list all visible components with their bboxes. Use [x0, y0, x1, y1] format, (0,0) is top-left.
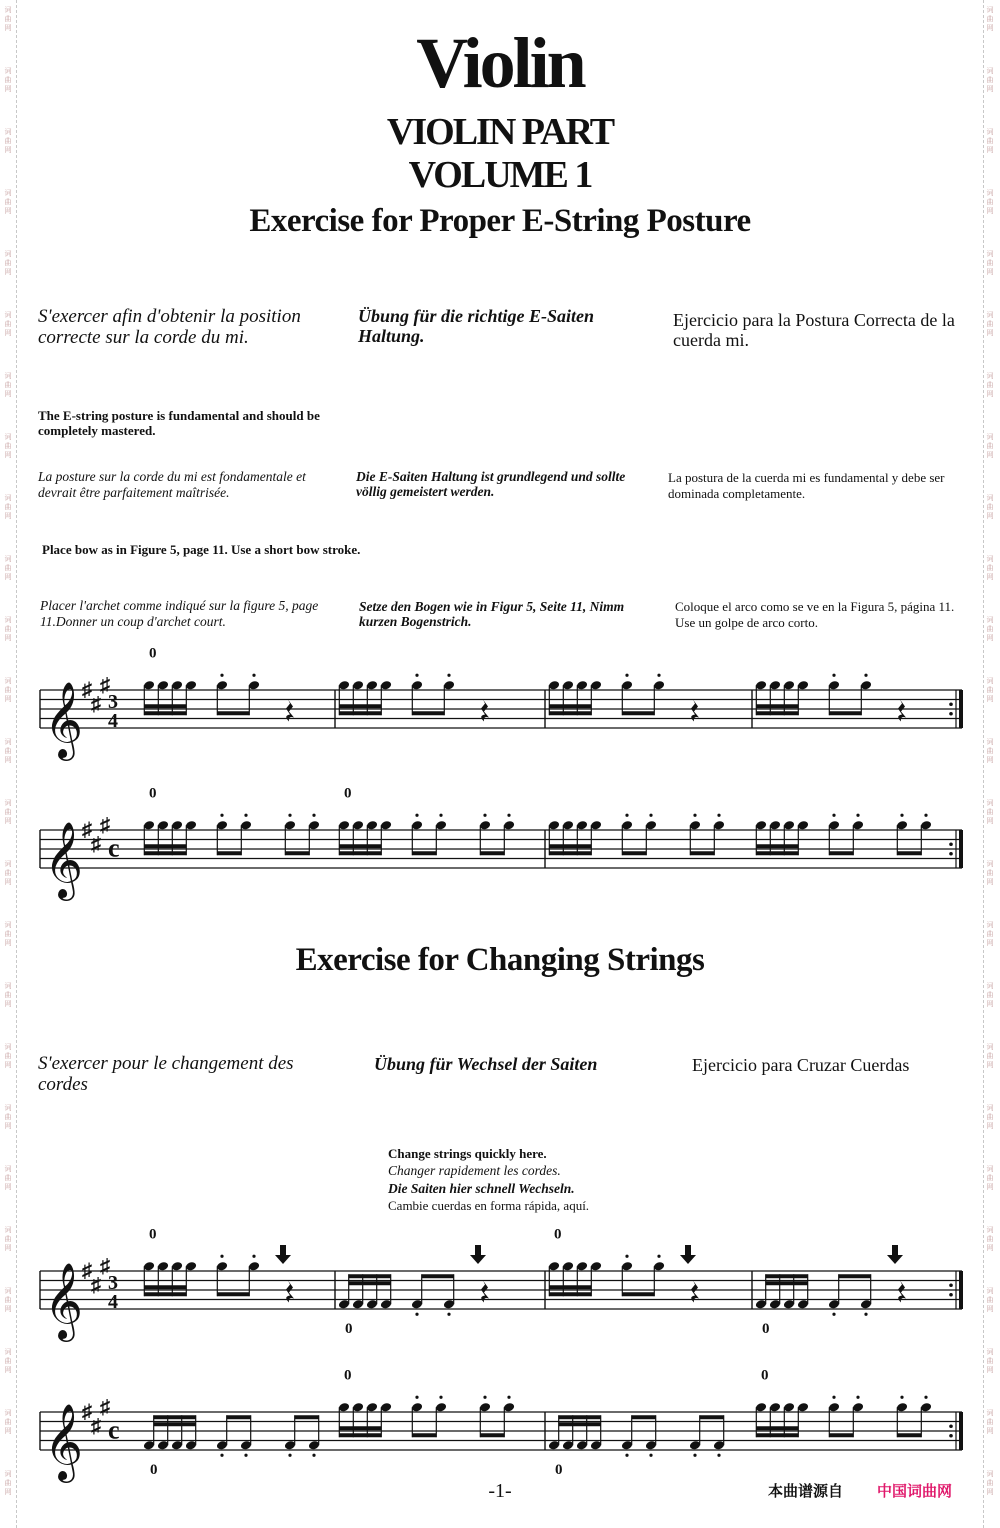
watermark-glyph: 词 曲 网 [4, 982, 12, 1008]
beam [549, 851, 591, 855]
beam [549, 704, 591, 708]
beam [897, 851, 921, 855]
beam [559, 1415, 601, 1419]
section2-heading: Exercise for Changing Strings [295, 942, 705, 978]
watermark-glyph: 词 曲 网 [4, 738, 12, 764]
fingering-zero: 0 [762, 1321, 770, 1337]
beam [144, 844, 186, 848]
watermark-glyph: 词 曲 网 [986, 250, 994, 276]
section2-title-de: Übung für Wechsel der Saiten [374, 1054, 598, 1074]
source-prefix: 本曲谱源自 [768, 1482, 844, 1500]
time-signature-bottom: 4 [108, 1291, 118, 1313]
page-number: -1- [488, 1480, 512, 1502]
final-barline [959, 690, 963, 728]
staccato-dot [832, 674, 835, 677]
watermark-glyph: 词 曲 网 [4, 860, 12, 886]
beam [412, 711, 444, 715]
watermark-glyph: 词 曲 网 [986, 982, 994, 1008]
down-bow-arrow-icon [680, 1245, 696, 1264]
section1-title-de: Übung für die richtige E-Saiten Haltung. [358, 306, 595, 346]
staccato-dot [447, 1313, 450, 1316]
common-time-icon: c [108, 1415, 120, 1445]
watermark-glyph: 词 曲 网 [4, 555, 12, 581]
beam [217, 851, 241, 855]
repeat-dot [949, 1424, 953, 1428]
treble-clef-icon: 𝄞 [44, 1265, 84, 1338]
staccato-dot [507, 814, 510, 817]
beam [412, 1433, 436, 1437]
watermark-glyph: 词 曲 网 [986, 555, 994, 581]
sharp-icon: ♯ [82, 819, 92, 841]
watermark-glyph: 词 曲 网 [4, 433, 12, 459]
beam [144, 1292, 186, 1296]
staccato-dot [244, 1454, 247, 1457]
beam [422, 1274, 454, 1278]
time-signature-top: 3 [108, 691, 118, 713]
watermark-glyph: 词 曲 网 [4, 1104, 12, 1130]
beam [829, 711, 861, 715]
sharp-icon: ♯ [91, 1415, 101, 1438]
staccato-dot [415, 1396, 418, 1399]
watermark-glyph: 词 曲 网 [4, 1226, 12, 1252]
beam [632, 1415, 656, 1419]
beam [700, 1415, 724, 1419]
fingering-zero: 0 [149, 1226, 157, 1243]
watermark-glyph: 词 曲 网 [4, 128, 12, 154]
beam [756, 1433, 798, 1437]
staccato-dot [864, 674, 867, 677]
bow-fr: Placer l'archet comme indiqué sur la figure 5, page 11.Donner un coup d'archet court. [40, 598, 319, 629]
watermark-glyph: 词 曲 网 [4, 6, 12, 32]
staccato-dot [625, 1454, 628, 1457]
staccato-dot [439, 1396, 442, 1399]
sharp-icon: ♯ [82, 1260, 92, 1282]
staccato-dot [288, 814, 291, 817]
beam [144, 711, 186, 715]
beam [480, 1433, 504, 1437]
beam [829, 851, 853, 855]
final-barline [959, 1412, 963, 1450]
staccato-dot [856, 1396, 859, 1399]
beam [766, 1281, 808, 1285]
watermark-glyph: 词 曲 网 [986, 189, 994, 215]
section2-title-es: Ejercicio para Cruzar Cuerdas [692, 1055, 910, 1075]
fingering-zero: 0 [761, 1367, 769, 1384]
fingering-zero: 0 [344, 785, 352, 802]
intro-es: La postura de la cuerda mi es fundamental y debe ser dominada completamente. [668, 470, 945, 501]
watermark-glyph: 词 曲 网 [4, 1348, 12, 1374]
staccato-dot [924, 814, 927, 817]
fingering-zero: 0 [149, 785, 157, 802]
bow-en: Place bow as in Figure 5, page 11. Use a short bow stroke. [42, 542, 361, 557]
staccato-dot [625, 814, 628, 817]
beam [339, 844, 381, 848]
watermark-glyph: 词 曲 网 [986, 677, 994, 703]
watermark-glyph: 词 曲 网 [986, 799, 994, 825]
watermark-glyph: 词 曲 网 [4, 799, 12, 825]
beam [144, 851, 186, 855]
beam [897, 1433, 921, 1437]
beam [559, 1422, 601, 1426]
beam [622, 851, 646, 855]
staccato-dot [625, 674, 628, 677]
staccato-dot [220, 674, 223, 677]
section1-title-es: Ejercicio para la Postura Correcta de la cuerda mi. [673, 310, 955, 350]
down-bow-arrow-icon [887, 1245, 903, 1264]
watermark-glyph: 词 曲 网 [986, 372, 994, 398]
repeat-dot [949, 842, 953, 846]
volume-title: VOLUME 1 [408, 154, 592, 196]
staccato-dot [439, 814, 442, 817]
staccato-dot [832, 1313, 835, 1316]
beam [549, 1285, 591, 1289]
sharp-icon: ♯ [82, 1401, 92, 1423]
intro-fr: La posture sur la corde du mi est fondamentale et devrait être parfaitement maîtrisée. [38, 469, 306, 500]
beam [756, 844, 798, 848]
watermark-glyph: 词 曲 网 [986, 1470, 994, 1496]
staccato-dot [900, 814, 903, 817]
fingering-zero: 0 [344, 1367, 352, 1384]
sharp-icon: ♯ [82, 679, 92, 701]
down-bow-arrow-icon [470, 1245, 486, 1264]
staccato-dot [657, 674, 660, 677]
intro-de: Die E-Saiten Haltung ist grundlegend und sollte völlig gemeistert werden. [356, 469, 626, 499]
watermark-glyph: 词 曲 网 [986, 6, 994, 32]
staccato-dot [832, 1396, 835, 1399]
staccato-dot [924, 1396, 927, 1399]
watermark-glyph: 词 曲 网 [986, 433, 994, 459]
staccato-dot [415, 814, 418, 817]
watermark-glyph: 词 曲 网 [986, 738, 994, 764]
watermark-glyph: 词 曲 网 [4, 1287, 12, 1313]
staccato-dot [832, 814, 835, 817]
staccato-dot [483, 1396, 486, 1399]
watermark-glyph: 词 曲 网 [986, 1287, 994, 1313]
watermark-glyph: 词 曲 网 [4, 67, 12, 93]
sharp-icon: ♯ [100, 1396, 110, 1419]
beam [839, 1274, 871, 1278]
watermark-glyph: 词 曲 网 [986, 1226, 994, 1252]
beam [549, 711, 591, 715]
beam [217, 711, 249, 715]
staccato-dot [864, 1313, 867, 1316]
beam [154, 1415, 196, 1419]
sharp-icon: ♯ [91, 1274, 101, 1297]
watermark-glyph: 词 曲 网 [986, 1348, 994, 1374]
change-note-en: Change strings quickly here. [388, 1146, 547, 1161]
sharp-icon: ♯ [91, 833, 101, 856]
common-time-icon: c [108, 833, 120, 863]
beam [339, 1426, 381, 1430]
watermark-glyph: 词 曲 网 [986, 67, 994, 93]
watermark-glyph: 词 曲 网 [4, 189, 12, 215]
beam [154, 1422, 196, 1426]
change-note-fr: Changer rapidement les cordes. [388, 1163, 561, 1178]
watermark-glyph: 词 曲 网 [986, 1043, 994, 1069]
staccato-dot [649, 814, 652, 817]
beam [349, 1274, 391, 1278]
watermark-glyph: 词 曲 网 [4, 616, 12, 642]
repeat-dot [949, 1434, 953, 1438]
beam [766, 1274, 808, 1278]
staccato-dot [693, 1454, 696, 1457]
watermark-glyph: 词 曲 网 [986, 1165, 994, 1191]
staccato-dot [657, 1255, 660, 1258]
beam [690, 851, 714, 855]
sharp-icon: ♯ [100, 814, 110, 837]
treble-clef-icon: 𝄞 [44, 824, 84, 897]
intro-en: The E-string posture is fundamental and should be completely mastered. [38, 408, 320, 438]
beam [829, 1433, 853, 1437]
part-title: VIOLIN PART [386, 111, 614, 153]
repeat-dot [949, 712, 953, 716]
sharp-icon: ♯ [100, 674, 110, 697]
beam [756, 711, 798, 715]
fingering-zero: 0 [554, 1226, 562, 1243]
fingering-zero: 0 [345, 1321, 353, 1337]
watermark-glyph: 词 曲 网 [986, 494, 994, 520]
bow-de: Setze den Bogen wie in Figur 5, Seite 11, Nimm kurzen Bogenstrich. [359, 599, 625, 629]
beam [217, 1292, 249, 1296]
watermark-glyph: 词 曲 网 [4, 1043, 12, 1069]
beam [144, 1285, 186, 1289]
repeat-dot [949, 852, 953, 856]
staccato-dot [717, 814, 720, 817]
watermark-glyph: 词 曲 网 [986, 616, 994, 642]
bow-es: Coloque el arco como se ve en la Figura 5, página 11. Use un golpe de arco corto. [675, 599, 955, 630]
beam [480, 851, 504, 855]
beam [339, 851, 381, 855]
final-barline [959, 830, 963, 868]
beam [756, 851, 798, 855]
treble-clef-icon: 𝄞 [44, 684, 84, 757]
staccato-dot [507, 1396, 510, 1399]
staccato-dot [252, 674, 255, 677]
watermark-glyph: 词 曲 网 [4, 250, 12, 276]
beam [549, 1292, 591, 1296]
beam [285, 851, 309, 855]
fingering-zero: 0 [149, 645, 157, 662]
staccato-dot [447, 674, 450, 677]
repeat-dot [949, 702, 953, 706]
beam [412, 851, 436, 855]
watermark-glyph: 词 曲 网 [4, 494, 12, 520]
repeat-dot [949, 1293, 953, 1297]
time-signature-top: 3 [108, 1272, 118, 1294]
repeat-dot [949, 1283, 953, 1287]
staccato-dot [244, 814, 247, 817]
staccato-dot [220, 1454, 223, 1457]
beam [622, 1292, 654, 1296]
staccato-dot [312, 1454, 315, 1457]
section1-heading: Exercise for Proper E-String Posture [249, 203, 751, 239]
staccato-dot [856, 814, 859, 817]
beam [756, 1426, 798, 1430]
staccato-dot [900, 1396, 903, 1399]
watermark-glyph: 词 曲 网 [4, 1470, 12, 1496]
fingering-zero: 0 [555, 1462, 563, 1478]
treble-clef-icon: 𝄞 [44, 1406, 84, 1479]
time-signature-bottom: 4 [108, 710, 118, 732]
beam [756, 704, 798, 708]
staccato-dot [415, 674, 418, 677]
section2-title-fr: S'exercer pour le changement des cordes [38, 1053, 294, 1095]
watermark-glyph: 词 曲 网 [986, 311, 994, 337]
source-site: 中国词曲网 [877, 1482, 953, 1500]
watermark-glyph: 词 曲 网 [986, 128, 994, 154]
beam [144, 704, 186, 708]
staccato-dot [312, 814, 315, 817]
change-note-es: Cambie cuerdas en forma rápida, aquí. [388, 1198, 590, 1213]
change-note-de: Die Saiten hier schnell Wechseln. [388, 1181, 575, 1196]
watermark-glyph: 词 曲 网 [4, 372, 12, 398]
instrument-title: Violin [416, 23, 584, 103]
beam [349, 1281, 391, 1285]
fingering-zero: 0 [150, 1462, 158, 1478]
section1-title-fr: S'exercer afin d'obtenir la position correcte sur la corde du mi. [38, 306, 301, 348]
staccato-dot [483, 814, 486, 817]
beam [227, 1415, 251, 1419]
watermark-glyph: 词 曲 网 [986, 1104, 994, 1130]
watermark-glyph: 词 曲 网 [986, 921, 994, 947]
staccato-dot [693, 814, 696, 817]
watermark-glyph: 词 曲 网 [4, 921, 12, 947]
staccato-dot [649, 1454, 652, 1457]
beam [339, 1433, 381, 1437]
staccato-dot [220, 1255, 223, 1258]
beam [549, 844, 591, 848]
watermark-glyph: 词 曲 网 [4, 311, 12, 337]
final-barline [959, 1271, 963, 1309]
staccato-dot [717, 1454, 720, 1457]
watermark-glyph: 词 曲 网 [4, 1165, 12, 1191]
beam [622, 711, 654, 715]
staccato-dot [252, 1255, 255, 1258]
sharp-icon: ♯ [100, 1255, 110, 1278]
staccato-dot [220, 814, 223, 817]
staccato-dot [625, 1255, 628, 1258]
watermark-glyph: 词 曲 网 [986, 1409, 994, 1435]
watermark-glyph: 词 曲 网 [4, 1409, 12, 1435]
staccato-dot [288, 1454, 291, 1457]
watermark-glyph: 词 曲 网 [4, 677, 12, 703]
watermark-glyph: 词 曲 网 [986, 860, 994, 886]
beam [339, 704, 381, 708]
beam [295, 1415, 319, 1419]
staccato-dot [415, 1313, 418, 1316]
down-bow-arrow-icon [275, 1245, 291, 1264]
sharp-icon: ♯ [91, 693, 101, 716]
beam [339, 711, 381, 715]
